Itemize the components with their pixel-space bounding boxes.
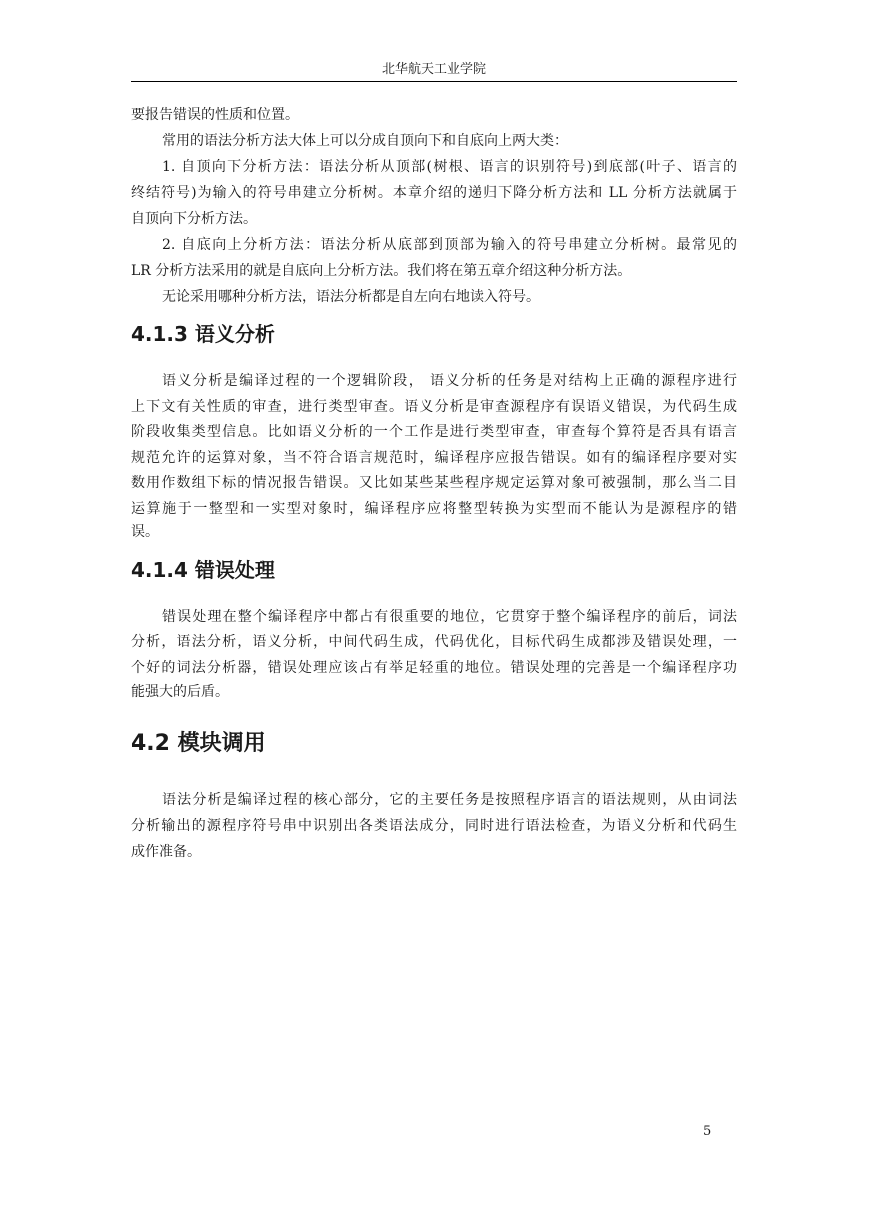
paragraph-line: 要报告错误的性质和位置。 [131, 107, 299, 123]
paragraph-line: 数用作数组下标的情况报告错误。又比如某些某些程序规定运算对象可被强制，那么当二目 [131, 475, 737, 491]
paragraph-line: 个好的词法分析器，错误处理应该占有举足轻重的地位。错误处理的完善是一个编译程序功 [131, 660, 737, 676]
paragraph-line: 无论采用哪种分析方法，语法分析都是自左向右地读入符号。 [162, 289, 540, 305]
chapter-heading: 4.2 模块调用 [131, 731, 266, 756]
paragraph-line: 错误处理在整个编译程序中都占有很重要的地位，它贯穿于整个编译程序的前后，词法 [162, 609, 737, 625]
paragraph-line: 常用的语法分析方法大体上可以分成自顶向下和自底向上两大类： [162, 133, 568, 149]
paragraph-line: 阶段收集类型信息。比如语义分析的一个工作是进行类型审查，审查每个算符是否具有语言 [131, 424, 737, 440]
paragraph-line: 终结符号)为输入的符号串建立分析树。本章介绍的递归下降分析方法和 LL 分析方法就属于 [131, 185, 737, 201]
paragraph-line: 上下文有关性质的审查，进行类型审查。语义分析是审查源程序有误语义错误，为代码生成 [131, 399, 737, 415]
paragraph-line: 能强大的后盾。 [131, 684, 229, 700]
paragraph-line: 语义分析是编译过程的一个逻辑阶段， 语义分析的任务是对结构上正确的源程序进行 [162, 373, 737, 389]
section-heading: 4.1.3 语义分析 [131, 322, 275, 346]
header-divider [131, 81, 737, 82]
paragraph-line: 1. 自顶向下分析方法：语法分析从顶部(树根、语言的识别符号)到底部(叶子、语言的 [162, 159, 737, 175]
page-header: 北华航天工业学院 [381, 62, 486, 77]
paragraph-line: LR 分析方法采用的就是自底向上分析方法。我们将在第五章介绍这种分析方法。 [131, 263, 632, 279]
paragraph-line: 分析，语法分析，语义分析，中间代码生成，代码优化，目标代码生成都涉及错误处理，一 [131, 634, 737, 650]
paragraph-line: 规范允许的运算对象，当不符合语言规范时，编译程序应报告错误。如有的编译程序要对实 [131, 450, 737, 466]
paragraph-line: 语法分析是编译过程的核心部分，它的主要任务是按照程序语言的语法规则，从由词法 [162, 792, 737, 808]
paragraph-line: 成作准备。 [131, 844, 201, 860]
section-heading: 4.1.4 错误处理 [131, 558, 275, 582]
paragraph-line: 误。 [131, 524, 159, 540]
paragraph-line: 2. 自底向上分析方法：语法分析从底部到顶部为输入的符号串建立分析树。最常见的 [162, 237, 737, 253]
paragraph-line: 自顶向下分析方法。 [131, 211, 257, 227]
page-number: 5 [703, 1124, 712, 1139]
paragraph-line: 分析输出的源程序符号串中识别出各类语法成分，同时进行语法检查，为语义分析和代码生 [131, 818, 737, 834]
paragraph-line: 运算施于一整型和一实型对象时，编译程序应将整型转换为实型而不能认为是源程序的错 [131, 501, 737, 517]
